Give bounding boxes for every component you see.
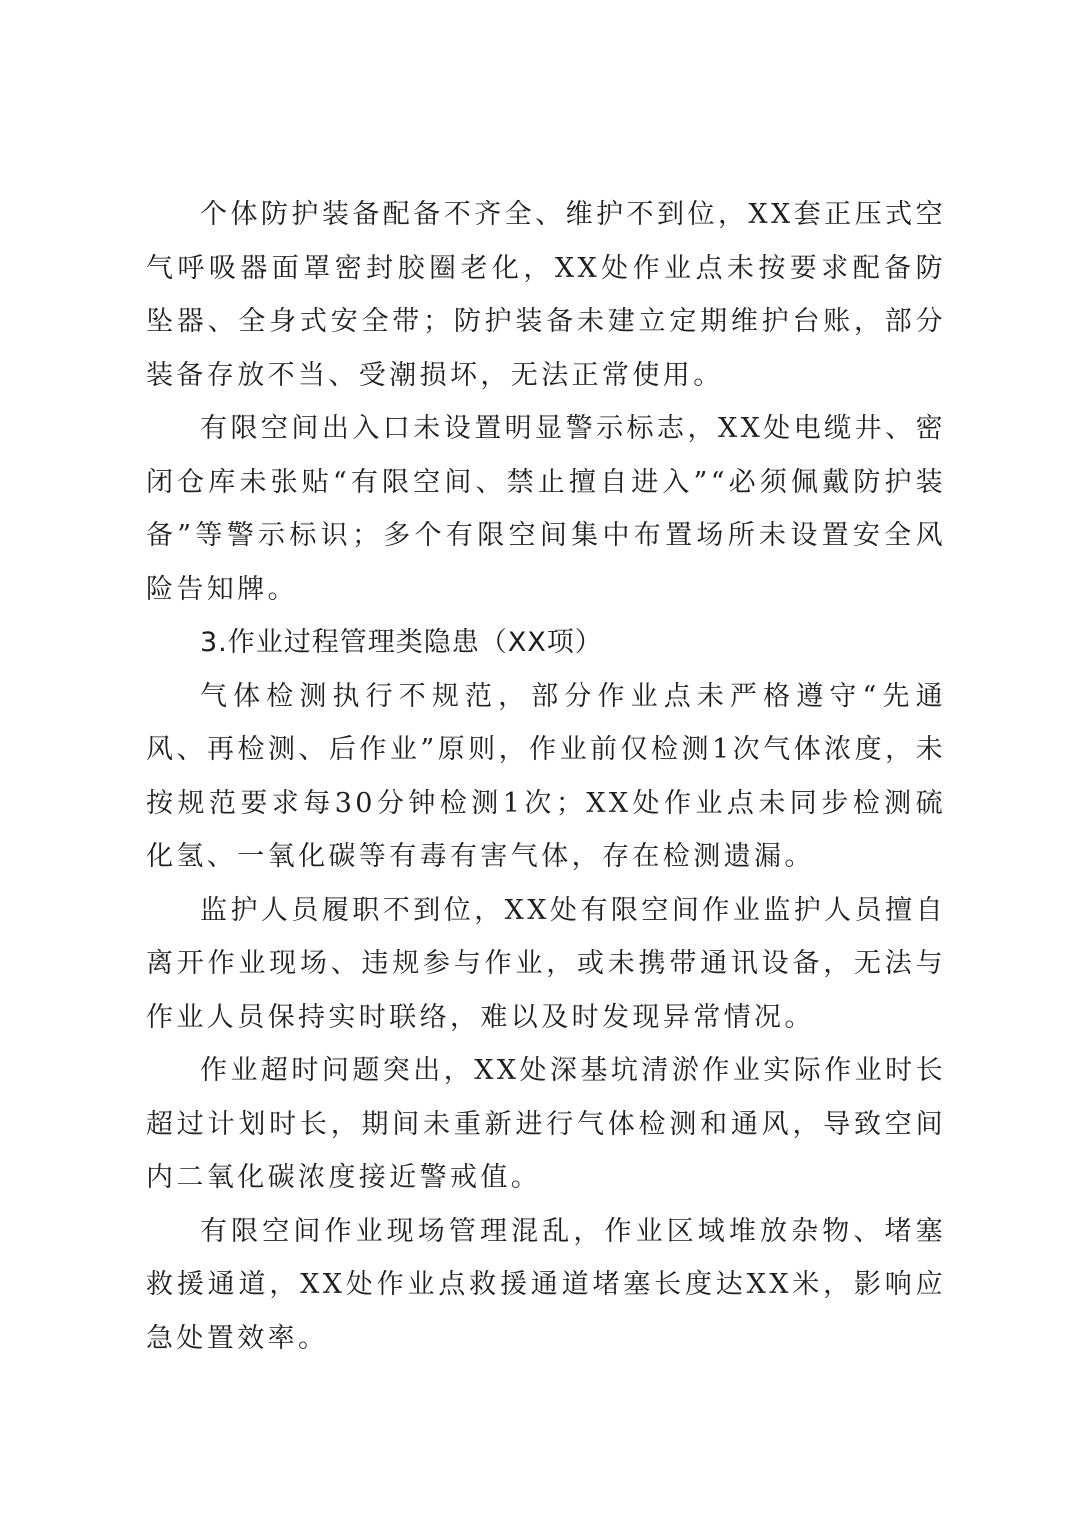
paragraph-supervision: 监护人员履职不到位，XX处有限空间作业监护人员擅自离开作业现场、违规参与作业，或未携带通讯设备，无法与作业人员保持实时联络，难以及时发现异常情况。 [146,894,946,1033]
paragraph-protective-equipment: 个体防护装备配备不齐全、维护不到位，XX套正压式空气呼吸器面罩密封胶圈老化，XX处作业点未按要求配备防坠器、全身式安全带；防护装备未建立定期维护台账，部分装备存放不当、受潮损坏，无法正常使用。 [146,199,946,391]
paragraph-site-management: 有限空间作业现场管理混乱，作业区域堆放杂物、堵塞救援通道，XX处作业点救援通道堵塞长度达XX米，影响应急处置效率。 [146,1215,946,1354]
paragraph-gas-detection: 气体检测执行不规范，部分作业点未严格遵守“先通风、再检测、后作业”原则，作业前仅检测1次气体浓度，未按规范要求每30分钟检测1次；XX处作业点未同步检测硫化氢、一氧化碳等有毒有害气体，存在检测遗漏。 [146,680,946,872]
section-heading: 3.作业过程管理类隐患（XX项） [200,627,603,658]
paragraph-warning-signs: 有限空间出入口未设置明显警示标志，XX处电缆井、密闭仓库未张贴“有限空间、禁止擅自进入”“必须佩戴防护装备”等警示标识；多个有限空间集中布置场所未设置安全风险告知牌。 [146,413,946,605]
document-body [146,188,946,1365]
paragraph-overtime: 作业超时问题突出，XX处深基坑清淤作业实际作业时长超过计划时长，期间未重新进行气体检测和通风，导致空间内二氧化碳浓度接近警戒值。 [146,1055,946,1193]
